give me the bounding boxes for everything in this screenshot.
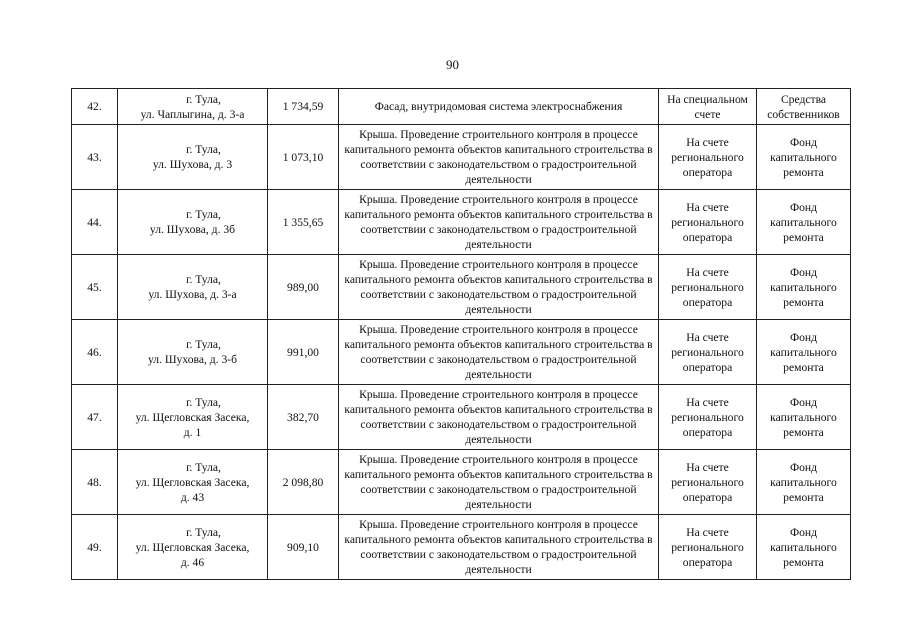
address-line: г. Тула, <box>186 395 221 409</box>
address-line: ул. Щегловская Засека, <box>135 475 250 489</box>
area-cell: 909,10 <box>268 515 339 580</box>
table-row <box>72 515 851 580</box>
funds-cell: Фонд капитального ремонта <box>757 450 851 515</box>
row-number-cell: 42. <box>72 89 118 125</box>
address-cell <box>118 125 268 190</box>
funds-cell: Фонд капитального ремонта <box>757 190 851 255</box>
address-cell <box>118 385 268 450</box>
works-cell: Крыша. Проведение строительного контроля в процессе капитального ремонта объектов капитального строительства в соответствии с законодательством о градостроительной деятельности <box>339 515 659 580</box>
funds-cell: Средства собственников <box>757 89 851 125</box>
funds-cell: Фонд капитального ремонта <box>757 320 851 385</box>
table-row <box>72 190 851 255</box>
area-cell: 1 355,65 <box>268 190 339 255</box>
account-cell: На счете регионального оператора <box>659 190 757 255</box>
address-line: ул. Щегловская Засека, <box>135 540 250 554</box>
funds-cell: Фонд капитального ремонта <box>757 255 851 320</box>
account-cell: На счете регионального оператора <box>659 125 757 190</box>
page-number: 90 <box>446 57 459 72</box>
address-line: ул. Шухова, д. 3-а <box>148 288 237 301</box>
repair-registry-table <box>71 88 851 580</box>
area-cell: 382,70 <box>268 385 339 450</box>
address-cell <box>118 450 268 515</box>
table-row <box>72 125 851 190</box>
row-number-cell: 49. <box>72 515 118 580</box>
row-number-cell: 43. <box>72 125 118 190</box>
address-line: г. Тула, <box>186 208 221 221</box>
address-cell <box>118 89 268 125</box>
account-cell: На счете регионального оператора <box>659 255 757 320</box>
address-line: ул. Шухова, д. 3-б <box>147 353 238 366</box>
area-cell: 989,00 <box>268 255 339 320</box>
address-line: г. Тула, <box>186 525 221 539</box>
works-cell: Крыша. Проведение строительного контроля в процессе капитального ремонта объектов капитального строительства в соответствии с законодательством о градостроительной деятельности <box>339 255 659 320</box>
row-number-cell: 46. <box>72 320 118 385</box>
account-cell: На счете регионального оператора <box>659 450 757 515</box>
address-line: д. 1 <box>183 425 202 439</box>
area-cell: 2 098,80 <box>268 450 339 515</box>
works-cell: Крыша. Проведение строительного контроля в процессе капитального ремонта объектов капитального строительства в соответствии с законодательством о градостроительной деятельности <box>339 190 659 255</box>
address-line: ул. Щегловская Засека, <box>135 410 250 424</box>
address-line: ул. Шухова, д. 3б <box>149 223 236 236</box>
account-cell: На счете регионального оператора <box>659 515 757 580</box>
table-row <box>72 320 851 385</box>
works-cell: Крыша. Проведение строительного контроля в процессе капитального ремонта объектов капитального строительства в соответствии с законодательством о градостроительной деятельности <box>339 450 659 515</box>
area-cell: 1 073,10 <box>268 125 339 190</box>
address-cell <box>118 190 268 255</box>
address-line: г. Тула, <box>186 143 221 156</box>
table-row <box>72 255 851 320</box>
row-number-cell: 48. <box>72 450 118 515</box>
table-row <box>72 450 851 515</box>
row-number-cell: 45. <box>72 255 118 320</box>
address-cell <box>118 515 268 580</box>
address-line: г. Тула, <box>186 460 221 474</box>
address-line: г. Тула, <box>186 273 221 286</box>
address-line: ул. Шухова, д. 3 <box>152 158 233 171</box>
table-row <box>72 89 851 125</box>
works-cell: Фасад, внутридомовая система электроснабжения <box>339 89 659 125</box>
registry-body <box>72 89 851 580</box>
funds-cell: Фонд капитального ремонта <box>757 385 851 450</box>
works-cell: Крыша. Проведение строительного контроля в процессе капитального ремонта объектов капитального строительства в соответствии с законодательством о градостроительной деятельности <box>339 320 659 385</box>
row-number-cell: 47. <box>72 385 118 450</box>
area-cell: 1 734,59 <box>268 89 339 125</box>
area-cell: 991,00 <box>268 320 339 385</box>
address-line: г. Тула, <box>186 92 221 106</box>
address-cell <box>118 320 268 385</box>
row-number-cell: 44. <box>72 190 118 255</box>
address-line: г. Тула, <box>186 338 221 351</box>
account-cell: На счете регионального оператора <box>659 385 757 450</box>
address-line: ул. Чаплыгина, д. 3-а <box>140 107 245 121</box>
funds-cell: Фонд капитального ремонта <box>757 515 851 580</box>
account-cell: На специальном счете <box>659 89 757 125</box>
address-line: д. 46 <box>180 555 205 569</box>
works-cell: Крыша. Проведение строительного контроля в процессе капитального ремонта объектов капитального строительства в соответствии с законодательством о градостроительной деятельности <box>339 385 659 450</box>
funds-cell: Фонд капитального ремонта <box>757 125 851 190</box>
address-line: д. 43 <box>180 490 205 504</box>
address-cell <box>118 255 268 320</box>
table-row <box>72 385 851 450</box>
account-cell: На счете регионального оператора <box>659 320 757 385</box>
works-cell: Крыша. Проведение строительного контроля в процессе капитального ремонта объектов капитального строительства в соответствии с законодательством о градостроительной деятельности <box>339 125 659 190</box>
